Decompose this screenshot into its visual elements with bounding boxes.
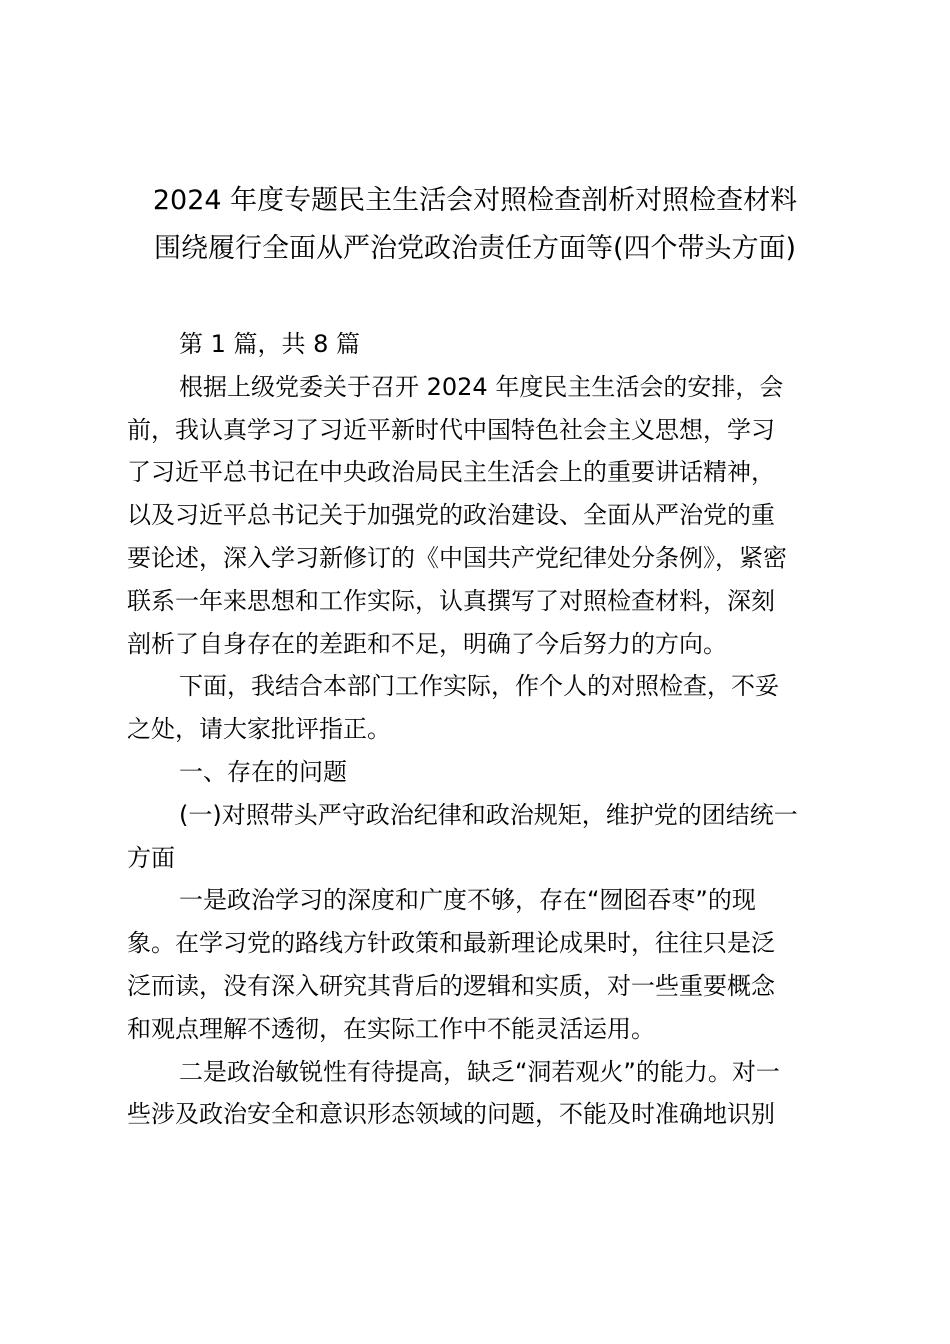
document-title-line-1: 2024 年度专题民主生活会对照检查剖析对照检查材料 (152, 185, 798, 216)
body-line: 要论述，深入学习新修订的《中国共产党纪律处分条例》，紧密 (127, 543, 787, 572)
section-heading: 一、存在的问题 (179, 757, 347, 786)
subsection-heading-continued: 方面 (127, 843, 175, 872)
body-line: 以及习近平总书记关于加强党的政治建设、全面从严治党的重 (127, 501, 775, 530)
document-body (127, 323, 827, 1136)
body-line: 下面，我结合本部门工作实际，作个人的对照检查，不妥 (179, 672, 779, 701)
body-line: 剖析了自身存在的差距和不足，明确了今后努力的方向。 (127, 629, 727, 658)
body-line: 和观点理解不透彻，在实际工作中不能灵活运用。 (127, 1014, 655, 1043)
body-line: 泛而读，没有深入研究其背后的逻辑和实质，对一些重要概念 (127, 971, 775, 1000)
body-line: 根据上级党委关于召开 2024 年度民主生活会的安排，会 (179, 372, 784, 401)
body-line: 些涉及政治安全和意识形态领域的问题，不能及时准确地识别 (127, 1100, 775, 1129)
body-line: 象。在学习党的路线方针政策和最新理论成果时，往往只是泛 (127, 929, 775, 958)
body-line: 前，我认真学习了习近平新时代中国特色社会主义思想，学习 (127, 415, 775, 444)
body-line: 一是政治学习的深度和广度不够，存在“囫囵吞枣”的现 (179, 886, 756, 915)
part-indicator: 第 1 篇，共 8 篇 (179, 330, 361, 358)
subsection-heading: (一)对照带头严守政治纪律和政治规矩，维护党的团结统一 (179, 800, 798, 829)
body-line: 二是政治敏锐性有待提高，缺乏“洞若观火”的能力。对一 (179, 1057, 780, 1086)
body-line: 了习近平总书记在中央政治局民主生活会上的重要讲话精神， (127, 458, 775, 487)
document-title-line-2: 围绕履行全面从严治党政治责任方面等(四个带头方面) (153, 233, 797, 264)
body-line: 之处，请大家批评指正。 (127, 715, 391, 744)
body-line: 联系一年来思想和工作实际，认真撰写了对照检查材料，深刻 (127, 586, 775, 615)
